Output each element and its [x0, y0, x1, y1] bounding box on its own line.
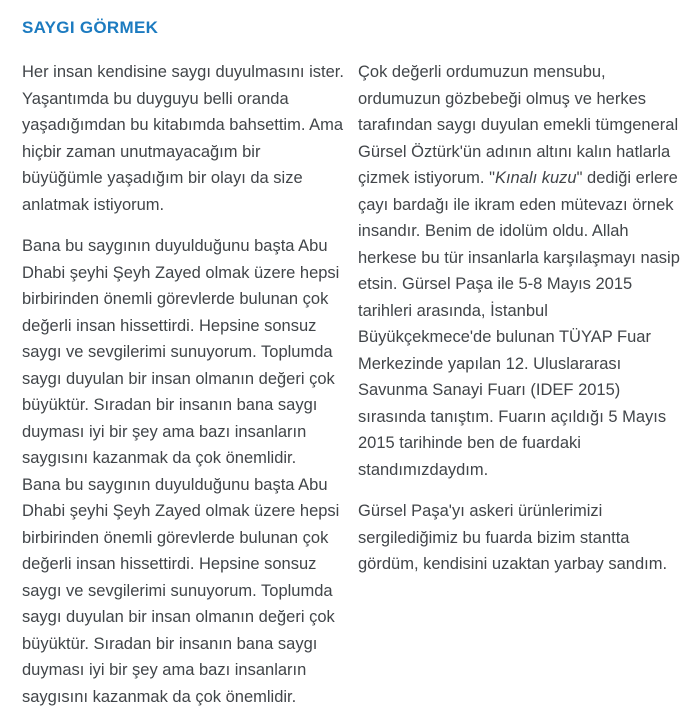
- left-paragraph-3: Bana bu saygının duyulduğunu başta Abu Dhabi şeyhi Şeyh Zayed olmak üzere hepsi birbirinden önemli görevlerde bulunan çok değerli insan hissettirdi. Hepsine sonsuz saygı ve sevgilerimi sunuyorum. Toplumda saygı duyulan bir insan olmanın değeri çok büyüktür. Sıradan bir insanın bana saygı duyması iyi bir şey ama bazı insanların saygısını kazanmak da çok önemlidir.: [22, 472, 345, 710]
- two-column-layout: [22, 59, 681, 710]
- right-column: [358, 59, 681, 710]
- left-column: [22, 59, 345, 710]
- italic-phrase-kinali-kuzu: Kınalı kuzu: [495, 169, 577, 187]
- right-paragraph-1: [358, 59, 681, 483]
- left-paragraph-1: Her insan kendisine saygı duyulmasını ister. Yaşantımda bu duyguyu belli oranda yaşadığımdan bu kitabımda bahsettim. Ama hiçbir zaman unutmayacağım bir büyüğümle yaşadığım bir olayı da size anlatmak istiyorum.: [22, 59, 345, 218]
- right-paragraph-2: Gürsel Paşa'yı askeri ürünlerimizi sergilediğimiz bu fuarda bizim stantta gördüm, kendisini uzaktan yarbay sandım.: [358, 498, 681, 578]
- right-paragraph-1-text-before: Çok değerli ordumuzun mensubu, ordumuzun gözbebeği olmuş ve herkes tarafından saygı duyulan emekli tümgeneral Gürsel Öztürk'ün adının altını kalın hatlarla çizmek istiyorum. ": [358, 63, 678, 187]
- right-paragraph-1-text-after: " dediği erlere çayı bardağı ile ikram eden mütevazı örnek insandır. Benim de idolüm oldu. Allah herkese bu tür insanlarla karşılaşmayı nasip etsin. Gürsel Paşa ile 5-8 Mayıs 2015 tarihleri arasında, İstanbul Büyükçekmece'de bulunan TÜYAP Fuar Merkezinde yapılan 12. Uluslararası Savunma Sanayi Fuarı (IDEF 2015) sırasında tanıştım. Fuarın açıldığı 5 Mayıs 2015 tarihinde ben de fuardaki standımızdaydım.: [358, 169, 680, 479]
- left-paragraph-2: Bana bu saygının duyulduğunu başta Abu Dhabi şeyhi Şeyh Zayed olmak üzere hepsi birbirinden önemli görevlerde bulunan çok değerli insan hissettirdi. Hepsine sonsuz saygı ve sevgilerimi sunuyorum. Toplumda saygı duyulan bir insan olmanın değeri çok büyüktür. Sıradan bir insanın bana saygı duyması iyi bir şey ama bazı insanların saygısını kazanmak da çok önemlidir.: [22, 233, 345, 472]
- page-title: SAYGI GÖRMEK: [22, 18, 681, 38]
